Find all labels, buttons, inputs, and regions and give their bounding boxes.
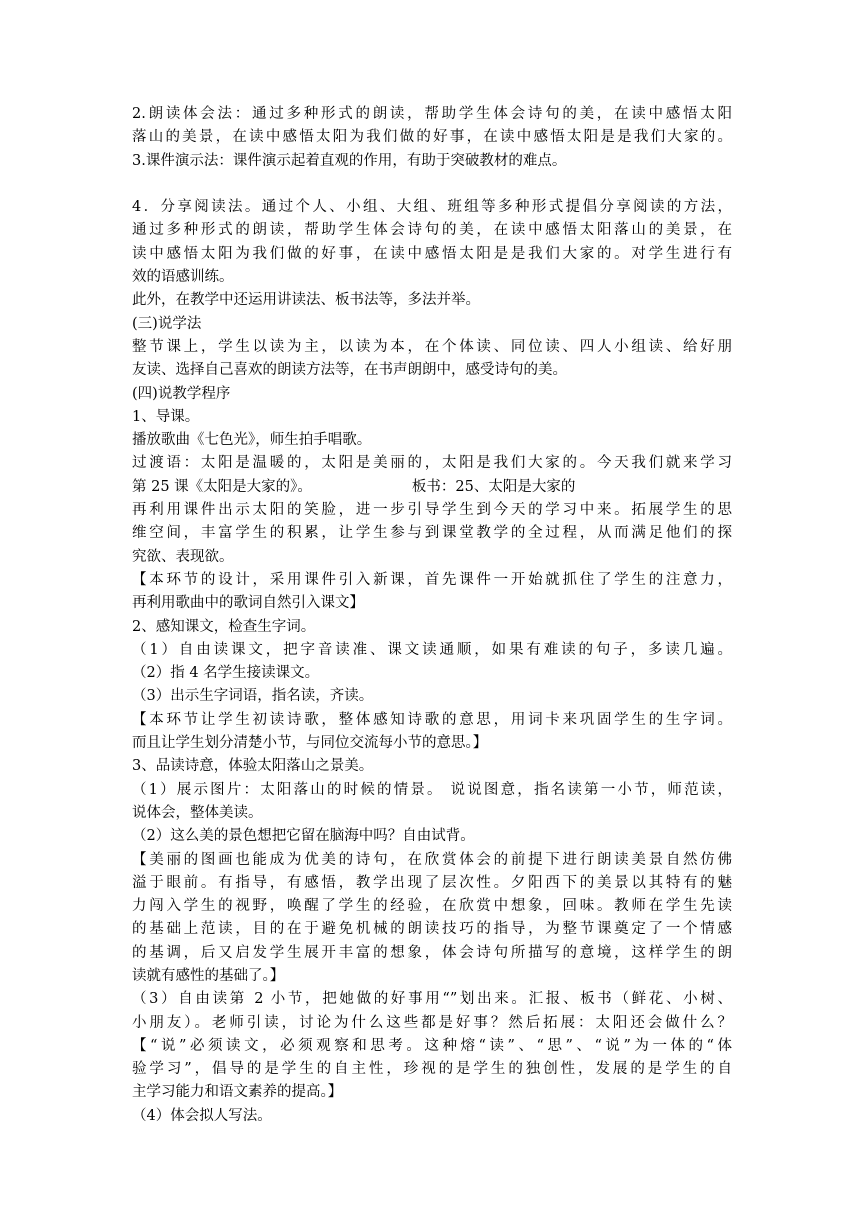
text-line: (三)说学法	[132, 315, 202, 332]
text-line: 小朋友）。老师引读，讨论为什么这些都是好事？然后拓展：太阳还会做什么？	[132, 1014, 732, 1031]
text-line: 【“说”必须读文，必须观察和思考。这种熔“读”、“思”、“说”为一体的“体	[132, 1037, 732, 1054]
text-line: 【美丽的图画也能成为优美的诗句，在欣赏体会的前提下进行朗读美景自然仿佛	[132, 851, 732, 868]
text-line: 落山的美景，在读中感悟太阳为我们做的好事，在读中感悟太阳是是我们大家的。	[132, 129, 732, 146]
text-line: （4）体会拟人写法。	[132, 1107, 272, 1124]
text-line: 2.朗读体会法：通过多种形式的朗读，帮助学生体会诗句的美，在读中感悟太阳	[132, 106, 732, 122]
blank-line	[132, 173, 732, 196]
text-line: 3.课件演示法：课件演示起着直观的作用，有助于突破教材的难点。	[132, 152, 567, 169]
text-line: 【本环节的设计，采用课件引入新课，首先课件一开始就抓住了学生的注意力，	[132, 571, 732, 588]
text-line: 4．分享阅读法。通过个人、小组、大组、班组等多种形式提倡分享阅读的方法，	[132, 199, 732, 216]
text-line: 友读、选择自己喜欢的朗读方法等，在书声朗朗中，感受诗句的美。	[132, 362, 567, 379]
text-line: 力闯入学生的视野，唤醒了学生的经验，在欣赏中想象，回味。教师在学生先读	[132, 898, 732, 915]
text-line: （1）展示图片：太阳落山的时候的情景。 说说图意，指名读第一小节，师范读，	[132, 781, 732, 798]
text-line: (四)说教学程序	[132, 385, 231, 402]
text-line: （2）指 4 名学生接读课文。	[132, 665, 320, 682]
text-line: （1）自由读课文，把字音读准、课文读通顺，如果有难读的句子，多读几遍。	[132, 641, 732, 658]
document-page	[132, 103, 732, 1128]
text-line: 通过多种形式的朗读，帮助学生体会诗句的美，在读中感悟太阳落山的美景，在	[132, 222, 732, 239]
text-line: （2）这么美的景色想把它留在脑海中吗？自由试背。	[132, 828, 475, 845]
text-line: 再利用课件出示太阳的笑脸，进一步引导学生到今天的学习中来。拓展学生的思	[132, 502, 732, 519]
blackboard-note: 板书：25、太阳是大家的	[411, 478, 576, 495]
text-line: 主学习能力和语文素养的提高。】	[132, 1084, 343, 1101]
text-line: 效的语感训练。	[132, 269, 234, 286]
text-line: 维空间，丰富学生的积累，让学生参与到课堂教学的全过程，从而满足他们的探	[132, 525, 732, 542]
text-line: 的基础上范读，目的在于避免机械的朗读技巧的指导，为整节课奠定了一个情感	[132, 921, 732, 938]
text-line: 整节课上，学生以读为主，以读为本，在个体读、同位读、四人小组读、给好朋	[132, 338, 732, 355]
text-line: 1、导课。	[132, 408, 200, 425]
text-line-left: 第 25 课《太阳是大家的》。	[132, 478, 312, 495]
text-line: 的基调，后又启发学生展开丰富的想象，体会诗句所描写的意境，这样学生的朗	[132, 944, 732, 961]
text-line	[132, 476, 732, 499]
text-line: 溢于眼前。有指导，有感悟，教学出现了层次性。夕阳西下的美景以其特有的魅	[132, 874, 732, 891]
text-line: 过渡语：太阳是温暖的，太阳是美丽的，太阳是我们大家的。今天我们就来学习	[132, 455, 732, 472]
text-line: 读中感悟太阳为我们做的好事，在读中感悟太阳是是我们大家的。对学生进行有	[132, 245, 732, 262]
text-line: 验学习”，倡导的是学生的自主性，珍视的是学生的独创性，发展的是学生的自	[132, 1061, 732, 1078]
text-line: 此外，在教学中还运用讲读法、板书法等，多法并举。	[132, 292, 480, 309]
text-line: 播放歌曲《七色光》，师生拍手唱歌。	[132, 432, 372, 449]
text-line: 【本环节让学生初读诗歌，整体感知诗歌的意思，用词卡来巩固学生的生字词。	[132, 711, 732, 728]
text-line: 再利用歌曲中的歌词自然引入课文】	[132, 595, 364, 612]
text-line: （3）自由读第 2 小节，把她做的好事用“”划出来。汇报、板书（鲜花、小树、	[132, 991, 732, 1008]
text-line: 3、品读诗意，体验太阳落山之景美。	[132, 758, 374, 775]
text-line: 说体会，整体美读。	[132, 804, 263, 821]
text-line: 读就有感性的基础了。】	[132, 967, 285, 984]
text-line: （3）出示生字词语，指名读，齐读。	[132, 688, 374, 705]
text-line: 究欲、表现欲。	[132, 548, 234, 565]
text-line: 而且让学生划分清楚小节，与同位交流每小节的意思。】	[132, 735, 488, 752]
text-line: 2、感知课文，检查生字词。	[132, 618, 316, 635]
